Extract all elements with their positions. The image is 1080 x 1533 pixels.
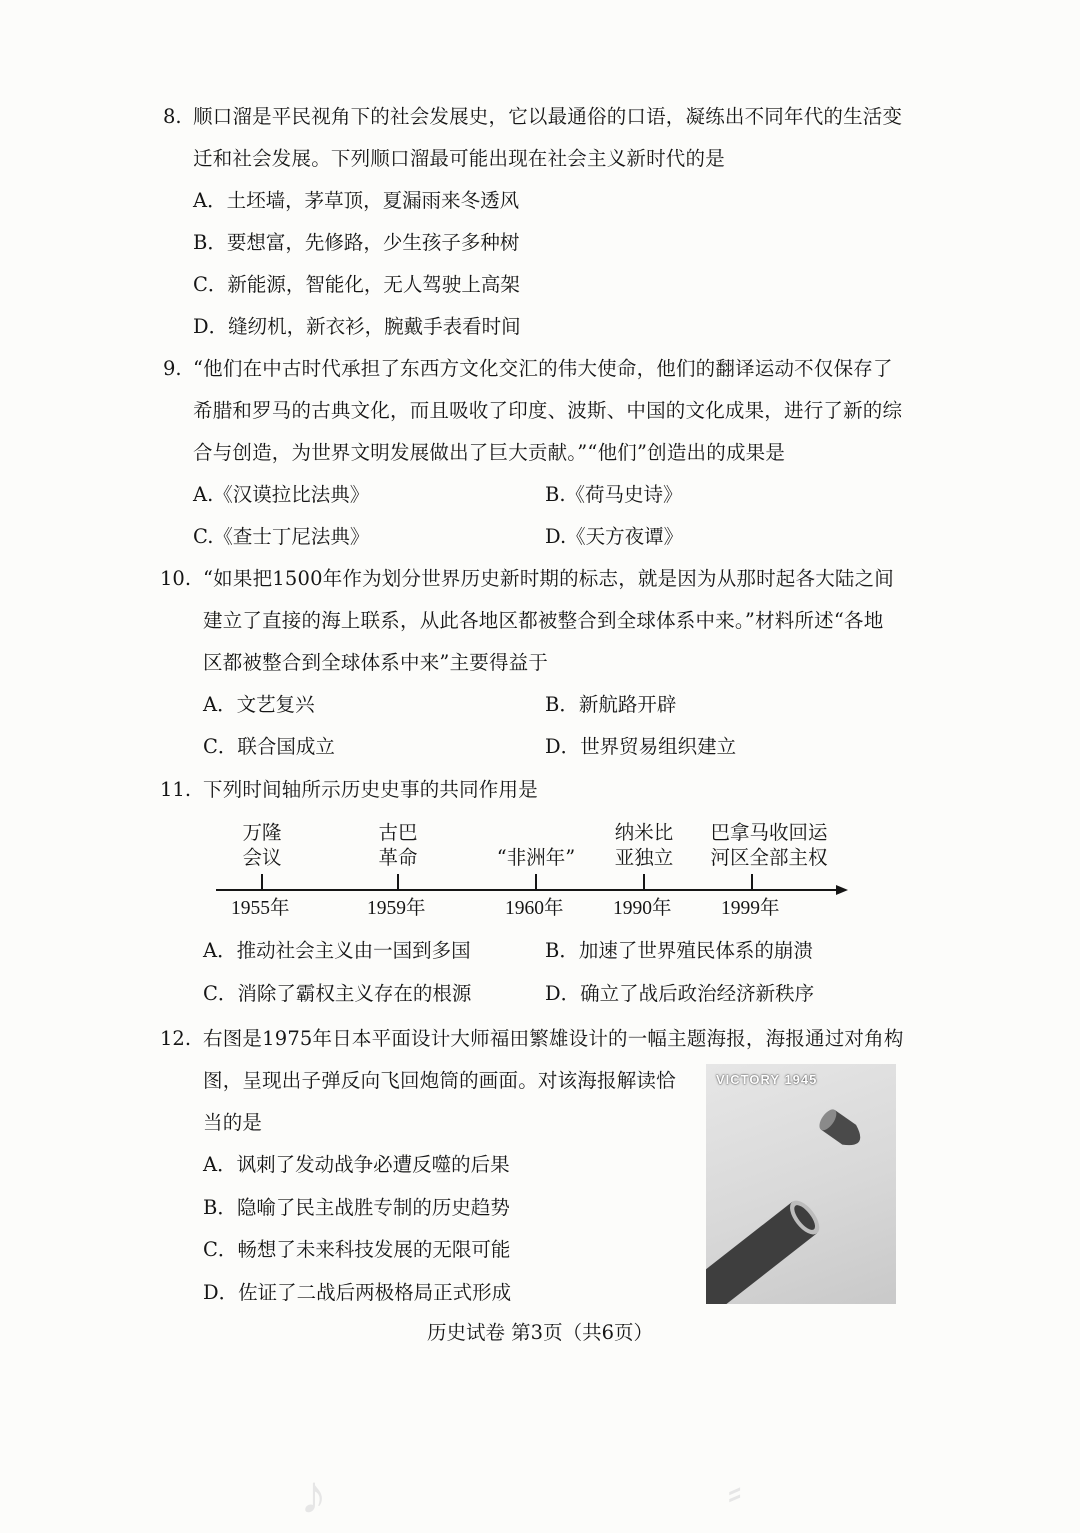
- question-text-line: 区都被整合到全球体系中来”主要得益于: [203, 651, 549, 674]
- watermark-mark-icon: ⸗: [728, 1470, 742, 1514]
- option-a: A．土坯墙，茅草顶，夏漏雨来冬透风: [193, 189, 520, 212]
- option-b: B．隐喻了民主战胜专制的历史趋势: [203, 1196, 510, 1219]
- poster-artwork: [706, 1064, 896, 1304]
- victory-poster-image: [706, 1064, 896, 1304]
- option-d: D.《天方夜谭》: [545, 525, 684, 548]
- option-c: C．畅想了未来科技发展的无限可能: [203, 1238, 511, 1261]
- timeline-event-label: 河区全部主权: [710, 846, 828, 869]
- question-text-line: “他们在中古时代承担了东西方文化交汇的伟大使命，他们的翻译运动不仅保存了: [193, 357, 893, 380]
- timeline-year: 1955年: [231, 898, 290, 919]
- option-a: A．文艺复兴: [203, 693, 315, 716]
- timeline-year: 1990年: [613, 898, 672, 919]
- question-text-line: “如果把1500年作为划分世界历史新时期的标志，就是因为从那时起各大陆之间: [203, 567, 894, 590]
- option-d: D．确立了战后政治经济新秩序: [545, 982, 815, 1005]
- timeline-event-label: “非洲年”: [496, 846, 576, 869]
- option-c: C.《查士丁尼法典》: [193, 525, 370, 548]
- timeline-event-label: 古巴: [378, 821, 418, 844]
- question-text-line: 当的是: [203, 1111, 263, 1134]
- option-a: A．讽刺了发动战争必遭反噬的后果: [203, 1153, 510, 1176]
- question-text-line: 建立了直接的海上联系，从此各地区都被整合到全球体系中来。”材料所述“各地: [203, 609, 884, 632]
- question-number: 12.: [160, 1027, 192, 1050]
- timeline-year: 1960年: [505, 898, 564, 919]
- bullet-shape: [816, 1107, 866, 1152]
- timeline-event-label: 万隆: [242, 821, 282, 844]
- cannon-barrel-shape: [706, 1196, 825, 1304]
- option-d: D．世界贸易组织建立: [545, 735, 737, 758]
- question-number: 11.: [160, 778, 192, 801]
- timeline-event-label: 巴拿马收回运: [710, 821, 828, 844]
- watermark-logo-icon: ♪: [300, 1465, 327, 1525]
- option-d: D．佐证了二战后两极格局正式形成: [203, 1281, 512, 1304]
- option-a: A．推动社会主义由一国到多国: [203, 939, 471, 962]
- page-footer: 历史试卷 第3页（共6页）: [426, 1321, 653, 1344]
- timeline-event-label: 纳米比: [614, 821, 674, 844]
- option-b: B．要想富，先修路，少生孩子多种树: [193, 231, 520, 254]
- option-d: D．缝纫机，新衣衫，腕戴手表看时间: [193, 315, 521, 338]
- question-text-line: 希腊和罗马的古典文化，而且吸收了印度、波斯、中国的文化成果，进行了新的综: [193, 399, 903, 422]
- question-text-line: 右图是1975年日本平面设计大师福田繁雄设计的一幅主题海报，海报通过对角构: [203, 1027, 904, 1050]
- option-b: B．加速了世界殖民体系的崩溃: [545, 939, 813, 962]
- option-c: C．新能源，智能化，无人驾驶上高架: [193, 273, 520, 296]
- timeline-arrowhead: [836, 885, 848, 895]
- question-number: 9.: [163, 357, 182, 380]
- timeline-event-label: 革命: [378, 846, 418, 869]
- option-a: A.《汉谟拉比法典》: [193, 483, 370, 506]
- question-text-line: 顺口溜是平民视角下的社会发展史，它以最通俗的口语，凝练出不同年代的生活变: [193, 105, 903, 128]
- question-text-line: 合与创造，为世界文明发展做出了巨大贡献。”“他们”创造出的成果是: [193, 441, 786, 464]
- poster-title: VICTORY 1945: [716, 1072, 818, 1087]
- option-c: C．消除了霸权主义存在的根源: [203, 982, 472, 1005]
- question-number: 10.: [160, 567, 192, 590]
- question-text-line: 下列时间轴所示历史史事的共同作用是: [203, 778, 538, 801]
- option-c: C．联合国成立: [203, 735, 335, 758]
- timeline-event-label: 亚独立: [614, 846, 674, 869]
- timeline-year: 1999年: [721, 898, 780, 919]
- question-text-line: 图，呈现出子弹反向飞回炮筒的画面。对该海报解读恰: [203, 1069, 676, 1092]
- question-text-line: 迁和社会发展。下列顺口溜最可能出现在社会主义新时代的是: [193, 147, 725, 170]
- question-number: 8.: [163, 105, 182, 128]
- timeline-year: 1959年: [367, 898, 426, 919]
- timeline-event-label: 会议: [242, 846, 282, 869]
- option-b: B.《荷马史诗》: [545, 483, 683, 506]
- option-b: B．新航路开辟: [545, 693, 677, 716]
